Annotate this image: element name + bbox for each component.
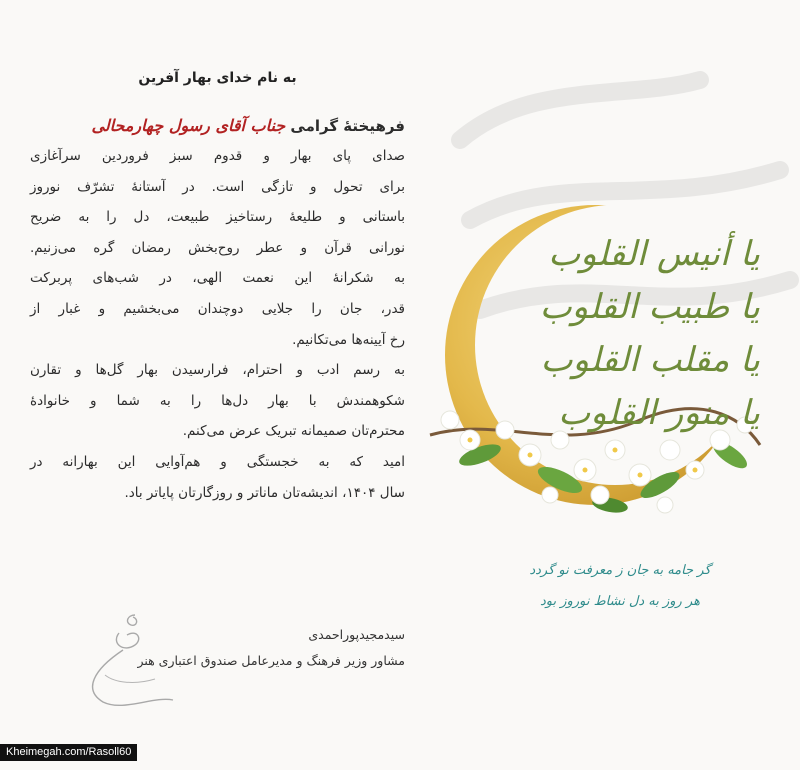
signature-block [45, 625, 405, 715]
calligraphy-line: یا أنیس القلوب [548, 234, 760, 274]
poem-line: گر جامه به جان ز معرفت نو گردد [529, 563, 711, 578]
body-line: صدای پای بهار و قدوم سبز فروردین سرآغازی [30, 148, 405, 164]
body-line: باستانی و طلیعهٔ رستاخیز طبیعت، دل را به ضریح [30, 209, 405, 226]
calligraphy-line: یا طبیب القلوب [539, 287, 760, 327]
source-watermark: Kheimegah.com/Rasoll60 [0, 744, 137, 761]
basmala-heading: به نام خدای بهار آفرین [138, 70, 297, 86]
body-line: برای تحول و تازگی است. در آستانهٔ تشرّف نوروز [30, 178, 405, 195]
letter-body [30, 141, 405, 508]
greeting-prefix: فرهیختهٔ گرامی [290, 117, 405, 135]
body-line: سال ۱۴۰۴، اندیشه‌تان ماناتر و روزگارتان پایاتر باد. [124, 484, 405, 501]
body-line: نورانی قرآن و عطر روح‌بخش رمضان گره می‌زنیم. [30, 239, 405, 256]
body-line: به شکرانهٔ این نعمت الهی، در شب‌های پربرکت [30, 270, 405, 287]
calligraphy-block [490, 228, 760, 440]
calligraphy-line: یا مقلب القلوب [540, 340, 760, 380]
body-line: به رسم ادب و احترام، فرارسیدن بهار گل‌ها و تقارن [30, 362, 405, 379]
signer-name: سیدمجیدپوراحمدی [308, 627, 405, 642]
poem-couplet [480, 555, 760, 617]
poem-line: هر روز به دل نشاط نوروز بود [540, 594, 700, 609]
body-line: امید که به خجستگی و هم‌آوایی این بهارانه در [30, 453, 405, 470]
body-line: محترم‌تان صمیمانه تبریک عرض می‌کنم. [182, 423, 405, 440]
calligraphy-line: یا منور القلوب [558, 393, 760, 433]
recipient-name: جناب آقای رسول چهارمحالی [91, 116, 286, 135]
greeting-line [30, 116, 405, 135]
body-line: شکوهمندش با بهار دل‌ها را به شما و خانوادهٔ [30, 392, 405, 409]
body-line: قدر، جان را جلایی دوچندان می‌بخشیم و غبار از [30, 300, 405, 317]
letter-text-column [30, 70, 405, 508]
signer-title: مشاور وزیر فرهنگ و مدیرعامل صندوق اعتباری هنر [137, 653, 405, 668]
body-line: رخ آیینه‌ها می‌تکانیم. [292, 331, 405, 348]
